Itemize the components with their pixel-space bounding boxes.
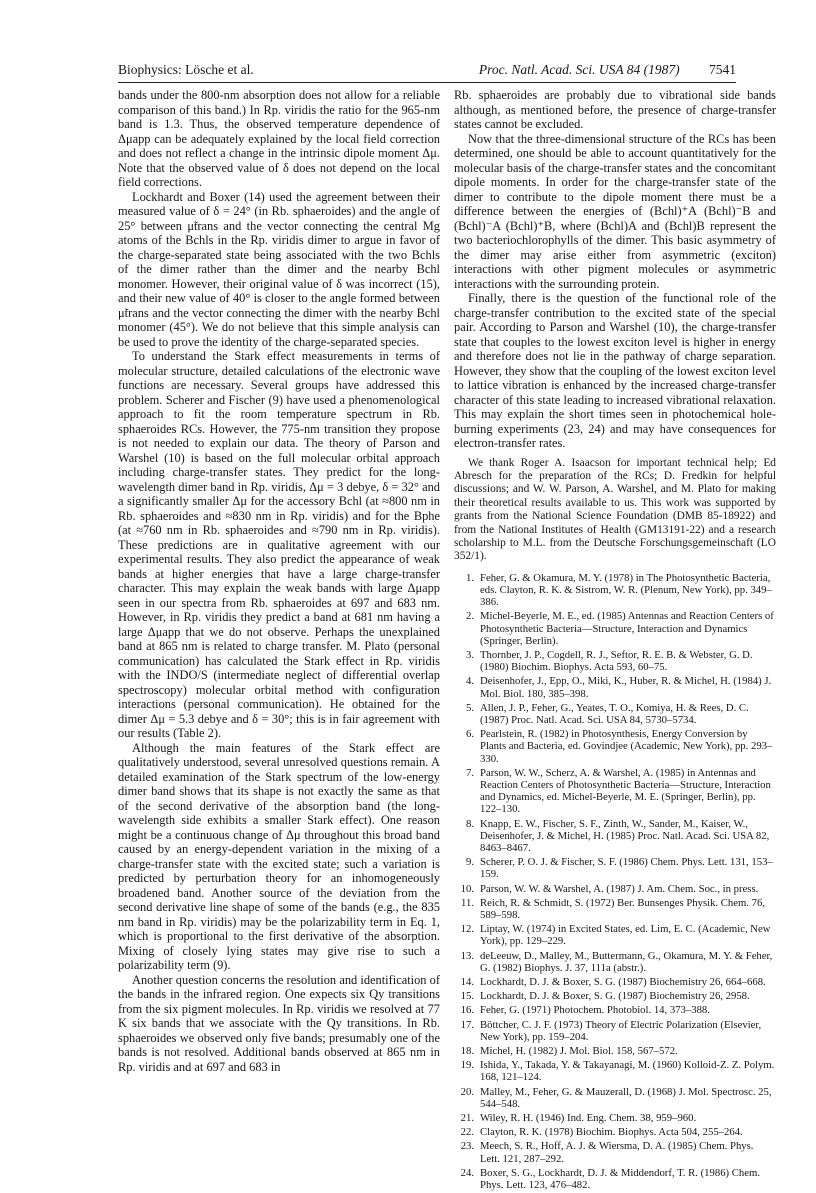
reference-text: Feher, G. (1971) Photochem. Photobiol. 14, 373–388. [480, 1004, 710, 1017]
reference-text: Michel-Beyerle, M. E., ed. (1985) Antennas and Reaction Centers of Photosynthetic Bacteria—Structure, Interaction and Dynamics (Springer, Berlin). [480, 610, 774, 647]
reference-text: Ishida, Y., Takada, Y. & Takayanagi, M. (1960) Kolloid-Z. Z. Polym. 168, 121–124. [480, 1059, 775, 1084]
reference-item [454, 1086, 776, 1110]
paragraph: Lockhardt and Boxer (14) used the agreement between their measured value of δ = 24° (in Rb. sphaeroides) and the angle of 25° between μ̃trans and the vector connecting the central Mg atoms of the Bchls in the Rp. viridis dimer to argue in favor of the charge-separated state being associated with the two Bchls of the dimer rather than the dimer and the nearby Bchl monomer. However, their original value of δ was incorrect (15), and their new value of 40° is closer to the angle formed between μ̃trans and the vector connecting the dimer with the nearby Bchl monomer (45°). We do not believe that this simple analysis can be used to prove the identity of the charge-separated species. [118, 189, 440, 349]
reference-number: 15. [460, 990, 474, 1003]
reference-number: 23. [460, 1140, 474, 1153]
reference-number: 11. [461, 896, 474, 909]
reference-text: Meech, S. R., Hoff, A. J. & Wiersma, D. A. (1985) Chem. Phys. Lett. 121, 287–292. [480, 1140, 754, 1165]
running-header [118, 62, 736, 80]
reference-text: Allen, J. P., Feher, G., Yeates, T. O., Komiya, H. & Rees, D. C. (1987) Proc. Natl. Acad. Sci. USA 84, 5730–5734. [480, 701, 749, 726]
reference-text: Lockhardt, D. J. & Boxer, S. G. (1987) Biochemistry 26, 664–668. [480, 976, 766, 989]
reference-number: 9. [465, 856, 474, 869]
reference-text: Pearlstein, R. (1982) in Photosynthesis, Energy Conversion by Plants and Bacteria, ed. Govindjee (Academic, New York), pp. 293–330. [480, 728, 773, 765]
reference-text: Parson, W. W. & Warshel, A. (1987) J. Am. Chem. Soc., in press. [480, 882, 759, 895]
reference-item [454, 728, 776, 765]
paragraph: Finally, there is the question of the functional role of the charge-transfer contribution to the excited state of the special pair. According to Parson and Warshel (10), the charge-transfer state that couples to the lowest exciton level is higher in energy and therefore does not lie in the pathway of charge separation. However, they show that the coupling of the lowest exciton level to lattice vibration is enhanced by the increased charge-transfer character of this state leading to increased vibrational relaxation. This may explain the short times seen in photochemical hole-burning experiments (23, 24) and may have consequences for electron-transfer rates. [454, 291, 776, 450]
reference-item [454, 767, 776, 816]
reference-text: Thornber, J. P., Cogdell, R. J., Seftor, R. E. B. & Webster, G. D. (1980) Biochim. Biophys. Acta 593, 60–75. [480, 648, 753, 674]
reference-text: Knapp, E. W., Fischer, S. F., Zinth, W., Sander, M., Kaiser, W., Deisenhofer, J. & Michel, H. (1985) Proc. Natl. Acad. Sci. USA 82, 8463–8467. [480, 817, 770, 855]
journal-citation: Proc. Natl. Acad. Sci. USA 84 (1987) [478, 62, 680, 77]
reference-text: deLeeuw, D., Malley, M., Buttermann, G., Okamura, M. Y. & Feher, G. (1982) Biophys. J. 37, 111a (abstr.). [480, 949, 773, 974]
reference-text: Clayton, R. K. (1978) Biochim. Biophys. Acta 504, 255–264. [480, 1126, 743, 1139]
reference-number: 17. [460, 1018, 474, 1031]
reference-item [454, 610, 776, 647]
reference-item [454, 1140, 776, 1164]
reference-number: 2. [465, 610, 474, 623]
page-number: 7541 [709, 62, 736, 77]
reference-number: 18. [460, 1045, 474, 1058]
reference-item [454, 1126, 776, 1138]
paragraph: bands under the 800-nm absorption does not allow for a reliable comparison of this band.) In Rp. viridis the ratio for the 965-nm band is 1.3. Thus, the observed temperature dependence of Δμapp can be adequately explained by the local field correction and does not reflect a change in the intrinsic dipole moment Δμ. Note that the observed value of δ does not depend on the local field corrections. [118, 88, 440, 189]
paragraph: Rb. sphaeroides are probably due to vibrational side bands although, as mentioned before, the presence of charge-transfer states cannot be excluded. [454, 88, 776, 131]
reference-text: Deisenhofer, J., Epp, O., Miki, K., Huber, R. & Michel, H. (1984) J. Mol. Biol. 180, 385–398. [480, 675, 772, 700]
paragraph: To understand the Stark effect measurements in terms of molecular structure, detailed calculations of the electronic wave functions are necessary. Several groups have addressed this problem. Scherer and Fischer (9) have used a phenomenological approach to fit the room temperature spectrum in Rb. sphaeroides RCs. However, the 775-nm transition they propose is not needed to explain our data. The theory of Parson and Warshel (10) is based on the full molecular orbital approach including charge-transfer states. They predict for the long-wavelength dimer band in Rp. viridis, Δμ = 3 debye, δ = 32° and a significantly smaller Δμ for the accessory Bchl (at ≈800 nm in Rb. sphaeroides and ≈830 nm in Rp. viridis) and for the Bphe (at ≈760 nm in Rb. sphaeroides and ≈790 nm in Rp. viridis). These predictions are in qualitative agreement with our experimental results. They also predict the appearance of weak bands at higher energies that have a large charge-transfer character. This may explain the weak bands with large Δμapp seen in our spectra from Rb. sphaeroides at 697 and 683 nm. However, in Rp. viridis they predict a band at 681 nm having a large Δμapp that we do not observe. Perhaps the unexplained band at 865 nm is related to charge transfer. M. Plato (personal communication) has calculated the Stark effect in Rp. viridis with the INDO/S (intermediate neglect of differential overlap spectroscopy) molecular orbital method with configuration interactions (personal communication). He obtained for the dimer Δμ = 5.3 debye and δ = 30°; this is in fair agreement with our results (Table 2). [118, 349, 440, 740]
right-column [454, 88, 776, 1193]
reference-item [454, 1004, 776, 1016]
reference-item [454, 976, 776, 988]
reference-text: Böttcher, C. J. F. (1973) Theory of Electric Polarization (Elsevier, New York), pp. 159–204. [480, 1018, 762, 1043]
reference-text: Lockhardt, D. J. & Boxer, S. G. (1987) Biochemistry 26, 2958. [480, 990, 750, 1003]
reference-item [454, 1045, 776, 1057]
reference-item [454, 1019, 776, 1043]
reference-number: 7. [465, 766, 474, 779]
reference-item [454, 1167, 776, 1191]
reference-number: 4. [465, 675, 474, 688]
left-column [118, 88, 440, 1074]
reference-list [454, 572, 776, 1192]
reference-number: 16. [460, 1004, 474, 1017]
reference-number: 20. [460, 1085, 474, 1098]
running-head: Biophysics: Lösche et al. [118, 62, 254, 77]
reference-number: 14. [460, 976, 474, 989]
paragraph: Although the main features of the Stark effect are qualitatively understood, several unresolved questions remain. A detailed examination of the Stark spectrum of the low-energy dimer band shows that its shape is not exactly the same as that of the second derivative of the absorption band (the long-wavelength side exhibits a smaller Stark effect). One reason might be a continuous change of Δμ throughout this broad band caused by an energy-dependent variation in the mixing of a charge-transfer state with the excited state; such a variation is predicted by perturbation theory for an inhomogeneously broadened band. Another source of the deviation from the second derivative line shape of some of the bands (e.g., the 835 nm band in Rp. viridis) may be the polarizability term in Eq. 1, which is proportional to the first derivative of the absorption. Mixing of closely lying states may give rise to such a polarizability term (9). [118, 740, 440, 972]
reference-number: 3. [465, 648, 474, 661]
reference-number: 10. [460, 882, 474, 895]
reference-item [454, 572, 776, 609]
reference-item [454, 1059, 776, 1083]
reference-number: 5. [465, 701, 474, 714]
reference-number: 13. [460, 949, 474, 962]
reference-item [454, 897, 776, 921]
reference-item [454, 702, 776, 726]
reference-number: 1. [465, 571, 474, 584]
acknowledgment: We thank Roger A. Isaacson for important technical help; Ed Abresch for the preparation of the RCs; D. Fredkin for helpful discussions; and W. W. Parson, A. Warshel, and M. Plato for making their theoretical results available to us. This work was supported by grants from the National Science Foundation (DMB 85-18922) and from the National Institutes of Health (GM13191-22) and a research scholarship to M.L. from the Deutsche Forschungsgemeinschaft (LO 352/1). [454, 456, 776, 563]
reference-number: 21. [460, 1112, 474, 1125]
reference-item [454, 1112, 776, 1124]
reference-number: 12. [460, 923, 474, 936]
reference-number: 6. [465, 728, 474, 741]
reference-text: Feher, G. & Okamura, M. Y. (1978) in The Photosynthetic Bacteria, eds. Clayton, R. K. & Sistrom, W. R. (Plenum, New York), pp. 349–386. [480, 571, 772, 609]
reference-number: 19. [460, 1059, 474, 1072]
reference-text: Scherer, P. O. J. & Fischer, S. F. (1986) Chem. Phys. Lett. 131, 153–159. [480, 856, 773, 881]
reference-number: 24. [460, 1166, 474, 1179]
reference-item [454, 818, 776, 855]
reference-item [454, 883, 776, 895]
reference-text: Parson, W. W., Scherz, A. & Warshel, A. (1985) in Antennas and Reaction Centers of Photosynthetic Bacteria—Structure, Interaction and Dynamics, ed. Michel-Beyerle, M. E. (Springer, Berlin), pp. 122–130. [480, 766, 771, 816]
reference-item [454, 923, 776, 947]
reference-text: Wiley, R. H. (1946) Ind. Eng. Chem. 38, 959–960. [480, 1112, 697, 1125]
reference-item [454, 990, 776, 1002]
header-rule [118, 82, 736, 83]
reference-item [454, 856, 776, 880]
reference-item [454, 950, 776, 974]
reference-item [454, 675, 776, 699]
reference-text: Liptay, W. (1974) in Excited States, ed. Lim, E. C. (Academic, New York), pp. 129–229. [480, 923, 771, 948]
reference-text: Reich, R. & Schmidt, S. (1972) Ber. Bunsenges Physik. Chem. 76, 589–598. [480, 896, 765, 922]
paragraph: Another question concerns the resolution and identification of the bands in the infrared region. One expects six Qy transitions from the six pigment molecules. In Rp. viridis we resolved at 77 K six bands that we associate with the Qy transitions. In Rb. sphaeroides we observed only five bands; presumably one of the bands is not resolved. Additional bands observed at 865 nm in Rp. viridis and at 697 and 683 in [118, 972, 440, 1074]
reference-item [454, 649, 776, 673]
reference-text: Malley, M., Feher, G. & Mauzerall, D. (1968) J. Mol. Spectrosc. 25, 544–548. [480, 1085, 772, 1110]
reference-text: Boxer, S. G., Lockhardt, D. J. & Middendorf, T. R. (1986) Chem. Phys. Lett. 123, 476–482. [480, 1166, 760, 1192]
reference-number: 22. [460, 1126, 474, 1139]
header-right [453, 62, 736, 78]
reference-number: 8. [465, 817, 474, 830]
paragraph: Now that the three-dimensional structure of the RCs has been determined, one should be able to account quantitatively for the molecular basis of the charge-transfer states and the concomitant dipole moments. In order for the charge-transfer state of the dimer to contribute to the dipole moment there must be a difference between the energies of (Bchl)⁺A (Bchl)⁻B and (Bchl)⁻A (Bchl)⁺B, where (Bchl)A and (Bchl)B represent the two bacteriochlorophylls of the dimer. This basic asymmetry of the dimer may arise either from asymmetric (exciton) interactions with other pigment molecules or asymmetric interactions with the surrounding protein. [454, 131, 776, 291]
reference-text: Michel, H. (1982) J. Mol. Biol. 158, 567–572. [480, 1045, 678, 1058]
